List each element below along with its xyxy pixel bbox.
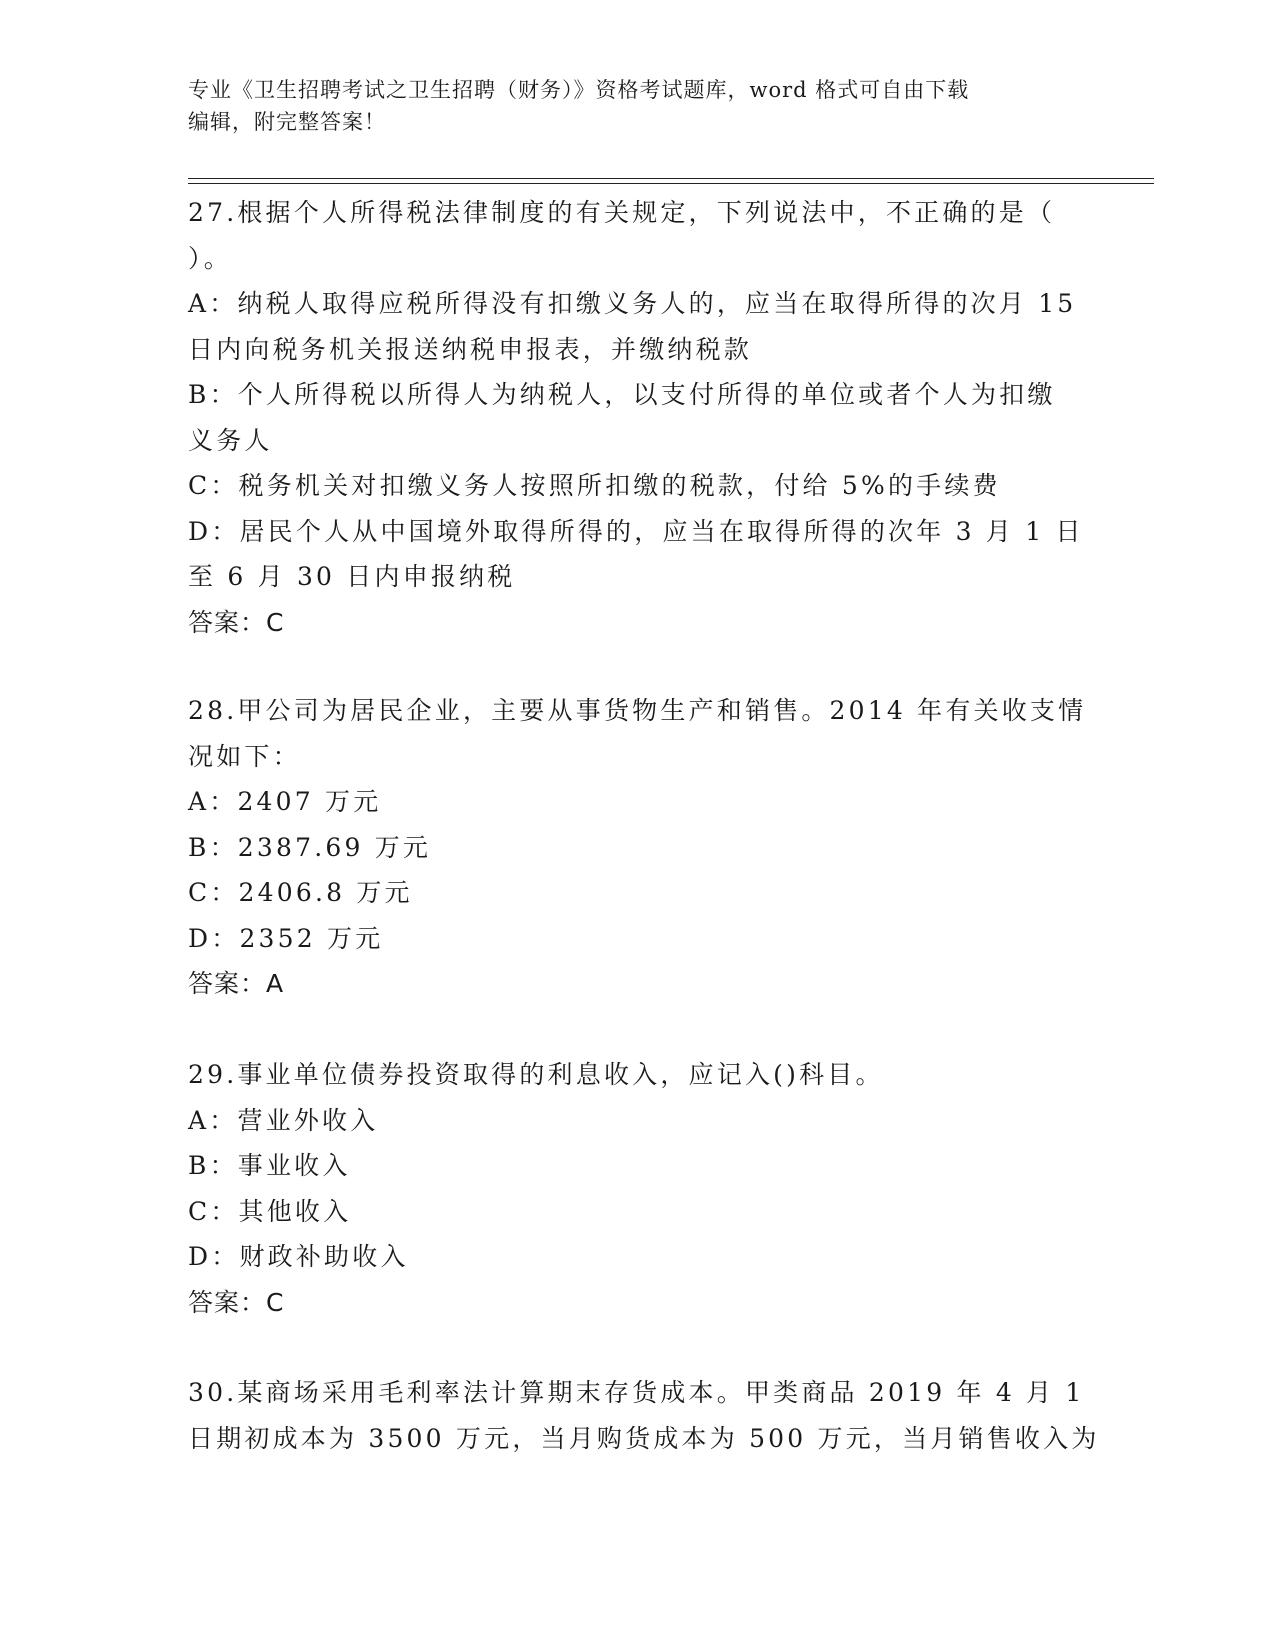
question-stem-line: ）。 xyxy=(188,243,232,273)
question-stem-line: 29.事业单位债券投资取得的利息收入，应记入()科目。 xyxy=(188,1060,884,1089)
question-stem-line: 日期初成本为 3500 万元，当月购货成本为 500 万元，当月销售收入为 xyxy=(188,1423,1100,1453)
header-divider-bottom xyxy=(188,183,1154,184)
header-line-2: 编辑，附完整答案！ xyxy=(188,110,386,134)
option-b-line: 义务人 xyxy=(188,425,273,455)
option-d-line: D：居民个人从中国境外取得所得的，应当在取得所得的次年 3 月 1 日 xyxy=(188,516,1084,546)
question-27 xyxy=(188,190,1088,645)
option-b-line: B：2387.69 万元 xyxy=(188,832,432,862)
question-stem-line: 30.某商场采用毛利率法计算期末存货成本。甲类商品 2019 年 4 月 1 xyxy=(188,1378,1085,1407)
option-c-line: C：税务机关对扣缴义务人按照所扣缴的税款，付给 5%的手续费 xyxy=(188,471,1001,500)
header-line-1: 专业《卫生招聘考试之卫生招聘（财务）》资格考试题库，word 格式可自由下载 xyxy=(188,78,970,102)
option-a-line: A：纳税人取得应税所得没有扣缴义务人的，应当在取得所得的次月 15 xyxy=(188,289,1077,318)
option-b-line: B：个人所得税以所得人为纳税人，以支付所得的单位或者个人为扣缴 xyxy=(188,380,1056,409)
option-c-line: C：其他收入 xyxy=(188,1196,352,1226)
option-a-line: A：2407 万元 xyxy=(188,787,382,816)
option-d-line: 至 6 月 30 日内申报纳税 xyxy=(188,562,516,591)
option-a-line: A：营业外收入 xyxy=(188,1105,379,1135)
document-header xyxy=(188,74,1068,138)
question-stem-line: 28.甲公司为居民企业，主要从事货物生产和销售。2014 年有关收支情 xyxy=(188,696,1087,725)
option-d-line: D：财政补助收入 xyxy=(188,1242,409,1271)
answer-label: 答案：A xyxy=(188,969,285,998)
question-30 xyxy=(188,1370,1100,1461)
option-b-line: B：事业收入 xyxy=(188,1151,351,1180)
answer-label: 答案：C xyxy=(188,1287,285,1317)
question-28 xyxy=(188,688,1088,1007)
option-c-line: C：2406.8 万元 xyxy=(188,878,413,907)
question-stem-line: 27.根据个人所得税法律制度的有关规定，下列说法中，不正确的是（ xyxy=(188,198,1056,227)
header-divider-top xyxy=(188,178,1154,179)
question-29 xyxy=(188,1052,1088,1325)
option-d-line: D：2352 万元 xyxy=(188,923,384,953)
question-stem-line: 况如下： xyxy=(188,741,301,771)
answer-label: 答案：C xyxy=(188,607,285,637)
option-a-line: 日内向税务机关报送纳税申报表，并缴纳税款 xyxy=(188,334,753,364)
question-list xyxy=(188,190,1100,1453)
